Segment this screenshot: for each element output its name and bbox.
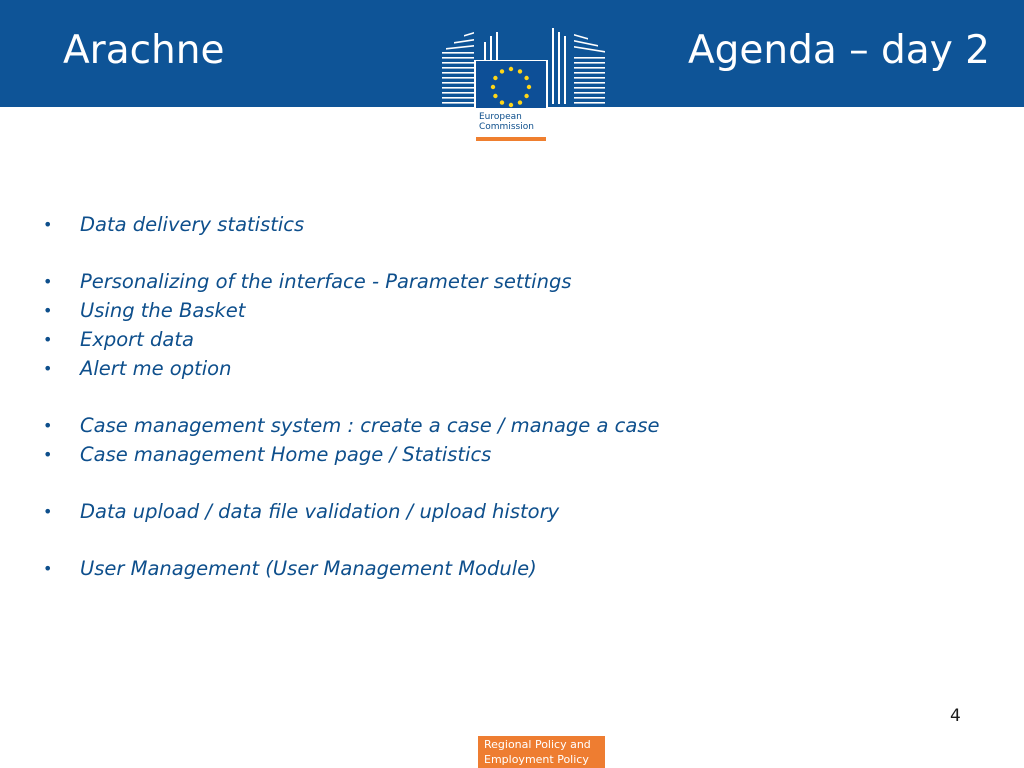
dg-footer-line1: Regional Policy and (484, 738, 591, 751)
agenda-item-text: Case management Home page / Statistics (80, 443, 492, 466)
bullet-icon: • (43, 502, 53, 521)
agenda-item-text: Personalizing of the interface - Parameter settings (80, 270, 572, 293)
page-number: 4 (950, 706, 961, 726)
eu-stars-icon (476, 61, 546, 108)
bullet-icon: • (43, 330, 53, 349)
ec-logo-line2: Commission (479, 122, 534, 132)
app-title: Arachne (63, 28, 225, 73)
ec-logo (474, 60, 548, 143)
agenda-item-text: Export data (80, 328, 194, 351)
agenda-item-text: Case management system : create a case / manage a case (80, 414, 660, 437)
ec-logo-text (479, 112, 534, 132)
bullet-icon: • (43, 416, 53, 435)
bullet-icon: • (43, 272, 53, 291)
agenda-item-text: Alert me option (80, 357, 232, 380)
dg-footer-line2: Employment Policy (484, 753, 589, 766)
bullet-icon: • (43, 445, 53, 464)
slide-title: Agenda – day 2 (687, 28, 990, 73)
bullet-icon: • (43, 215, 53, 234)
bullet-icon: • (43, 301, 53, 320)
agenda-item-text: Data delivery statistics (80, 213, 305, 236)
dg-footer-badge (478, 736, 605, 768)
bullet-icon: • (43, 559, 53, 578)
ec-logo-line1: European (479, 112, 522, 122)
ec-logo-bar (476, 137, 546, 141)
agenda-item-text: Data upload / data file validation / upload history (80, 500, 560, 523)
agenda-item-text: Using the Basket (80, 299, 246, 322)
agenda-item-text: User Management (User Management Module) (80, 557, 537, 580)
eu-flag-icon (476, 61, 546, 108)
bullet-icon: • (43, 359, 53, 378)
